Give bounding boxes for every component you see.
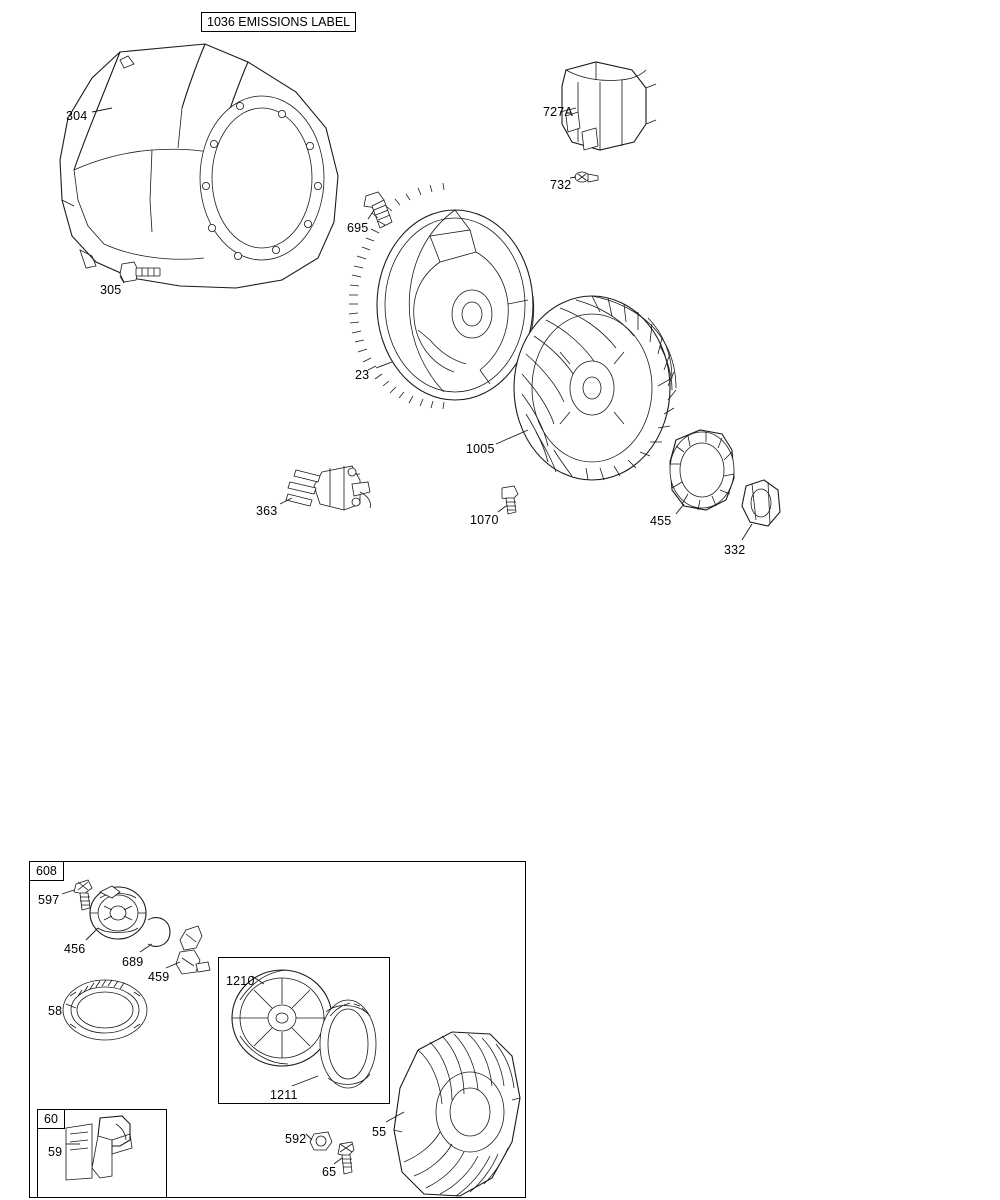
group-tag-608: 608 [29,861,64,881]
callout-732: 732 [550,178,572,192]
part-304-housing [60,44,338,288]
callout-363: 363 [256,504,278,518]
callout-592: 592 [285,1132,307,1146]
callout-65: 65 [322,1165,337,1179]
part-1005-fan [514,296,676,480]
callout-727A: 727A [543,105,573,119]
callout-459: 459 [148,970,170,984]
callout-59: 59 [48,1145,63,1159]
emissions-label-tag: 1036 EMISSIONS LABEL [201,12,356,32]
callout-305: 305 [100,283,122,297]
callout-1070: 1070 [470,513,499,527]
part-455-clutch [670,430,734,510]
callout-695: 695 [347,221,369,235]
callout-55: 55 [372,1125,387,1139]
part-1070-bolt [502,486,518,514]
callout-456: 456 [64,942,86,956]
callout-304: 304 [66,109,88,123]
callout-1211: 1211 [270,1088,298,1102]
callout-689: 689 [122,955,144,969]
callout-23: 23 [355,368,370,382]
part-363-armature [286,466,371,510]
callout-455: 455 [650,514,672,528]
callout-58: 58 [48,1004,63,1018]
part-23-flywheel [349,183,534,409]
part-727A-deflector [562,62,656,150]
callout-332: 332 [724,543,746,557]
callout-1210: 1210 [226,974,255,988]
callout-1005: 1005 [466,442,495,456]
part-732-screw [575,172,598,182]
callout-597: 597 [38,893,60,907]
group-tag-60: 60 [37,1109,65,1129]
part-332-nut [742,480,780,526]
